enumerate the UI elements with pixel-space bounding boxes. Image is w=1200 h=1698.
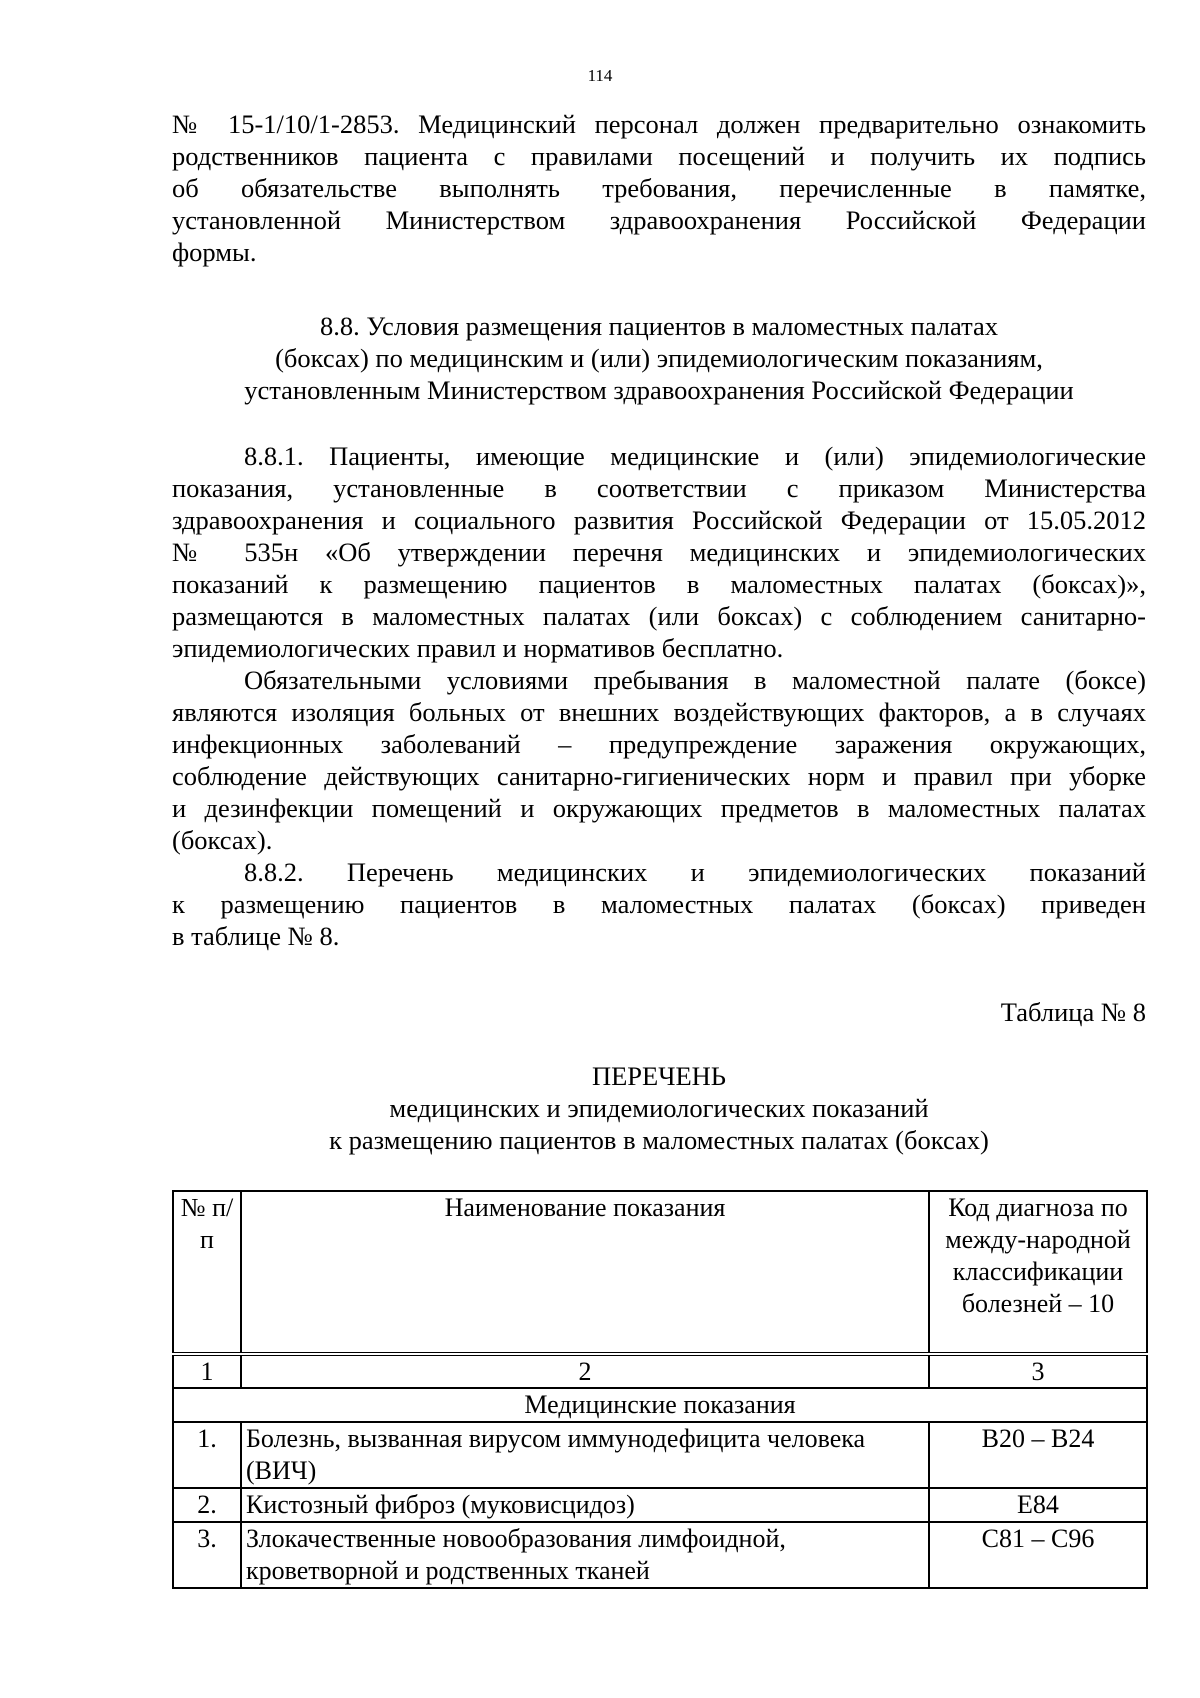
row-number: 2.	[173, 1488, 241, 1522]
paragraph-line: к размещению пациентов в маломестных палатах (боксах) приведен	[172, 889, 1146, 919]
row-number: 3.	[173, 1522, 241, 1588]
paragraph-8-8-2	[172, 856, 1146, 952]
table-row	[173, 1522, 1147, 1588]
header-indication-name: Наименование показания	[241, 1191, 929, 1354]
intro-line: об обязательстве выполнять требования, перечисленные в памятке,	[172, 173, 1146, 203]
table-title-line: к размещению пациентов в маломестных палатах (боксах)	[329, 1125, 989, 1155]
row-code: E84	[929, 1488, 1147, 1522]
paragraph-line: здравоохранения и социального развития Российской Федерации от 15.05.2012	[172, 505, 1146, 535]
table-header-row	[173, 1191, 1147, 1354]
row-indication: Болезнь, вызванная вирусом иммунодефицита человека (ВИЧ)	[241, 1422, 929, 1488]
heading-line: 8.8. Условия размещения пациентов в маломестных палатах	[319, 311, 999, 341]
row-number: 1.	[173, 1422, 241, 1488]
intro-line: формы.	[172, 237, 257, 267]
heading-line: (боксах) по медицинским и (или) эпидемиологическим показаниям,	[275, 343, 1043, 373]
section-medical-label: Медицинские показания	[173, 1388, 1147, 1422]
table-row	[173, 1422, 1147, 1488]
paragraph-line: (боксах).	[172, 825, 273, 855]
paragraph-line: № 535н «Об утверждении перечня медицинских и эпидемиологических	[172, 537, 1146, 567]
row-indication: Кистозный фиброз (муковисцидоз)	[241, 1488, 929, 1522]
column-number: 3	[929, 1354, 1147, 1388]
intro-line: родственников пациента с правилами посещений и получить их подпись	[172, 141, 1146, 171]
paragraph-line: являются изоляция больных от внешних воздействующих факторов, а в случаях	[172, 697, 1146, 727]
paragraph-line: эпидемиологических правил и нормативов бесплатно.	[172, 633, 784, 663]
row-code: B20 – B24	[929, 1422, 1147, 1488]
header-number: № п/п	[173, 1191, 241, 1354]
paragraph-line: 8.8.1. Пациенты, имеющие медицинские и (или) эпидемиологические	[244, 441, 1146, 471]
row-code: C81 – C96	[929, 1522, 1147, 1588]
section-row	[173, 1388, 1147, 1422]
paragraph-line: в таблице № 8.	[172, 921, 340, 951]
table-label: Таблица № 8	[1000, 997, 1146, 1027]
paragraph-line: соблюдение действующих санитарно-гигиенических норм и правил при уборке	[172, 761, 1146, 791]
table-title	[172, 1060, 1146, 1156]
table-title-line: медицинских и эпидемиологических показаний	[389, 1093, 929, 1123]
heading-line: установленным Министерством здравоохранения Российской Федерации	[244, 375, 1074, 405]
intro-paragraph	[172, 108, 1146, 268]
table-row	[173, 1488, 1147, 1522]
column-numbers-row	[173, 1354, 1147, 1388]
page-number: 114	[587, 66, 613, 85]
paragraph-8-8-1	[172, 440, 1146, 664]
intro-line: № 15-1/10/1-2853. Медицинский персонал должен предварительно ознакомить	[172, 109, 1146, 139]
intro-line: установленной Министерством здравоохранения Российской Федерации	[172, 205, 1146, 235]
paragraph-line: и дезинфекции помещений и окружающих предметов в маломестных палатах	[172, 793, 1146, 823]
paragraph-line: размещаются в маломестных палатах (или боксах) с соблюдением санитарно-	[172, 601, 1146, 631]
paragraph-line: Обязательными условиями пребывания в маломестной палате (боксе)	[244, 665, 1146, 695]
paragraph-line: показаний к размещению пациентов в маломестных палатах (боксах)»,	[172, 569, 1146, 599]
paragraph-line: показания, установленные в соответствии с приказом Министерства	[172, 473, 1146, 503]
row-indication: Злокачественные новообразования лимфоидной, кроветворной и родственных тканей	[241, 1522, 929, 1588]
paragraph-line: 8.8.2. Перечень медицинских и эпидемиологических показаний	[244, 857, 1146, 887]
paragraph-line: инфекционных заболеваний – предупреждение заражения окружающих,	[172, 729, 1146, 759]
section-heading	[172, 310, 1146, 406]
header-diagnosis-code: Код диагноза по между-народной классификации болезней – 10	[929, 1191, 1147, 1354]
table-title-line: ПЕРЕЧЕНЬ	[591, 1061, 726, 1091]
indications-table	[172, 1190, 1148, 1589]
column-number: 2	[241, 1354, 929, 1388]
paragraph-conditions	[172, 664, 1146, 856]
column-number: 1	[173, 1354, 241, 1388]
